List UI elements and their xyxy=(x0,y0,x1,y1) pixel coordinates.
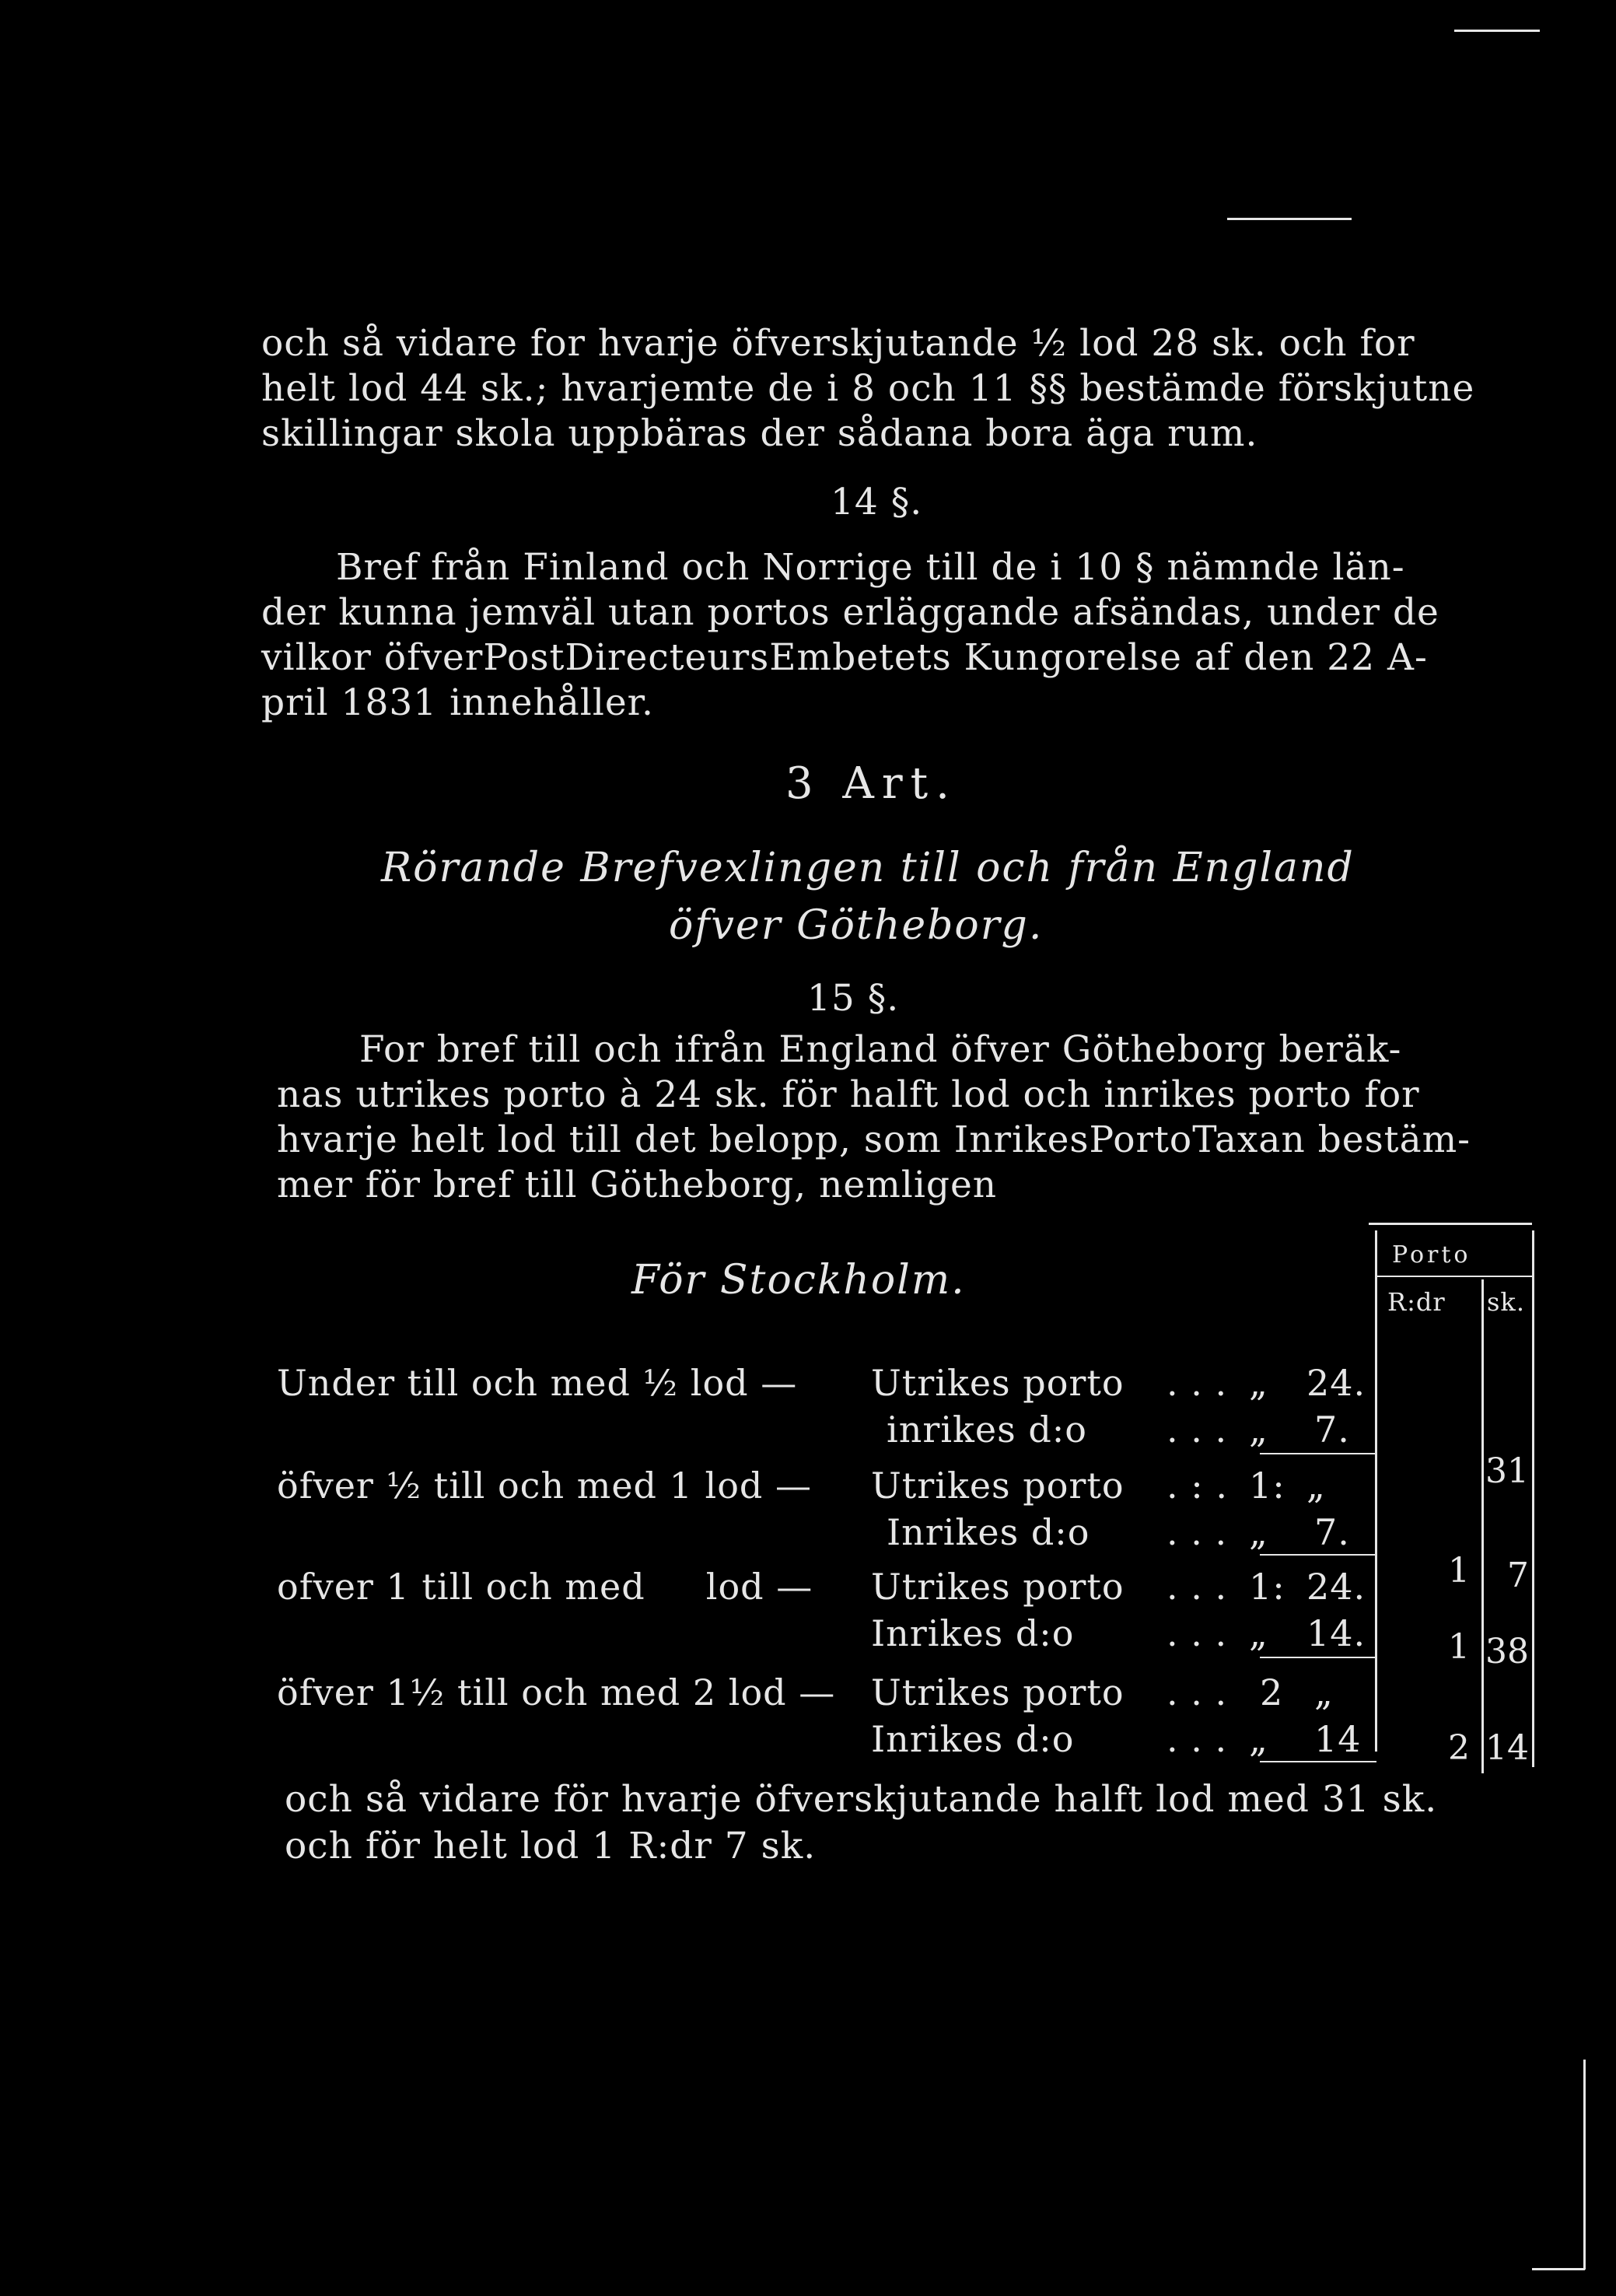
table-row-sk: 7. xyxy=(1314,1409,1350,1451)
table-row-dots: . . . xyxy=(1167,1566,1228,1608)
col-sk: sk. xyxy=(1487,1287,1525,1317)
table-row-dots: . : . xyxy=(1167,1465,1228,1507)
table-row-dots: . . . xyxy=(1167,1362,1228,1404)
total-rdr: 2 xyxy=(1448,1728,1470,1768)
total-sk: 38 xyxy=(1485,1632,1529,1671)
table-row-kind: Inrikes d:o xyxy=(887,1511,1090,1553)
table-row-sk: „ xyxy=(1306,1465,1326,1507)
text-line: Bref från Finland och Norrige till de i 10 § nämnde län- xyxy=(336,546,1405,589)
text-line: och så vidare för hvarje öfverskjutande halft lod med 31 sk. xyxy=(285,1778,1438,1821)
text-line: helt lod 44 sk.; hvarjemte de i 8 och 11 §§ bestämde förskjutne xyxy=(261,367,1475,410)
table-row-rdr: „ xyxy=(1249,1362,1268,1404)
total-sk: 14 xyxy=(1485,1728,1529,1768)
table-row-range: Under till och med ½ lod — xyxy=(277,1362,798,1404)
table-row-sk: 7. xyxy=(1314,1511,1350,1553)
edge-mark-vertical xyxy=(1583,2060,1586,2270)
table-row-rdr: „ xyxy=(1249,1718,1268,1760)
table-top-rule xyxy=(1369,1223,1532,1225)
article-title: öfver Götheborg. xyxy=(669,902,1044,949)
table-row-kind: Utrikes porto xyxy=(871,1465,1125,1507)
sum-rule xyxy=(1260,1453,1376,1454)
table-row-dots: . . . xyxy=(1167,1612,1228,1654)
table-row-rdr: 2 xyxy=(1260,1671,1284,1713)
porto-header: Porto xyxy=(1392,1241,1471,1269)
table-row-sk: 14 xyxy=(1314,1718,1362,1760)
text-line: vilkor öfverPostDirecteursEmbetets Kungorelse af den 22 A- xyxy=(261,636,1428,679)
text-line: der kunna jemväl utan portos erläggande afsändas, under de xyxy=(261,591,1439,634)
text-line: skillingar skola uppbäras der sådana bora äga rum. xyxy=(261,412,1258,455)
table-row-sk: 24. xyxy=(1306,1566,1366,1608)
for-stockholm-heading: För Stockholm. xyxy=(631,1257,966,1304)
table-col-rule xyxy=(1481,1279,1484,1773)
section-heading-14: 14 §. xyxy=(831,481,923,523)
article-title: Rörande Brefvexlingen till och från England xyxy=(381,845,1355,891)
text-line: pril 1831 innehåller. xyxy=(261,681,654,724)
col-rdr: R:dr xyxy=(1387,1287,1446,1317)
sum-rule xyxy=(1260,1761,1376,1762)
sum-rule xyxy=(1260,1657,1376,1658)
text-line: For bref till och ifrån England öfver Götheborg beräk- xyxy=(359,1028,1402,1071)
table-row-dots: . . . xyxy=(1167,1718,1228,1760)
table-row-range: öfver ½ till och med 1 lod — xyxy=(277,1465,812,1507)
top-right-rule xyxy=(1454,30,1540,32)
text-line: hvarje helt lod till det belopp, som InrikesPortoTaxan bestäm- xyxy=(277,1118,1471,1161)
table-left-rule xyxy=(1375,1230,1377,1752)
table-row-rdr: 1: xyxy=(1249,1465,1285,1507)
total-rdr: 1 xyxy=(1448,1627,1470,1667)
table-row-rdr: „ xyxy=(1249,1612,1268,1654)
table-row-rdr: „ xyxy=(1249,1511,1268,1553)
table-row-dots: . . . xyxy=(1167,1671,1228,1713)
table-row-range: ofver 1 till och med lod — xyxy=(277,1566,813,1608)
table-row-sk: 14. xyxy=(1306,1612,1366,1654)
table-right-rule xyxy=(1532,1230,1534,1767)
table-row-kind: Utrikes porto xyxy=(871,1566,1125,1608)
table-row-kind: inrikes d:o xyxy=(887,1409,1088,1451)
text-line: nas utrikes porto à 24 sk. för halft lod och inrikes porto for xyxy=(277,1073,1420,1116)
edge-mark-horizontal xyxy=(1532,2268,1585,2270)
total-sk: 7 xyxy=(1507,1556,1529,1595)
table-row-kind: Utrikes porto xyxy=(871,1671,1125,1713)
article-heading: 3 Art. xyxy=(785,758,957,809)
table-row-rdr: „ xyxy=(1249,1409,1268,1451)
text-line: mer för bref till Götheborg, nemligen xyxy=(277,1164,998,1206)
sum-rule xyxy=(1260,1554,1376,1556)
table-row-range: öfver 1½ till och med 2 lod — xyxy=(277,1671,836,1713)
text-line: och för helt lod 1 R:dr 7 sk. xyxy=(285,1825,817,1867)
section-heading-15: 15 §. xyxy=(807,977,900,1020)
table-row-dots: . . . xyxy=(1167,1409,1228,1451)
table-row-sk: 24. xyxy=(1306,1362,1366,1404)
header-rule xyxy=(1227,218,1352,220)
table-row-dots: . . . xyxy=(1167,1511,1228,1553)
table-row-kind: Inrikes d:o xyxy=(871,1718,1075,1760)
total-sk: 31 xyxy=(1485,1451,1529,1491)
table-row-kind: Inrikes d:o xyxy=(871,1612,1075,1654)
total-rdr: 1 xyxy=(1448,1551,1470,1591)
text-line: och så vidare for hvarje öfverskjutande ½ lod 28 sk. och for xyxy=(261,322,1415,365)
table-row-kind: Utrikes porto xyxy=(871,1362,1125,1404)
table-row-rdr: 1: xyxy=(1249,1566,1285,1608)
table-row-sk: „ xyxy=(1314,1671,1334,1713)
